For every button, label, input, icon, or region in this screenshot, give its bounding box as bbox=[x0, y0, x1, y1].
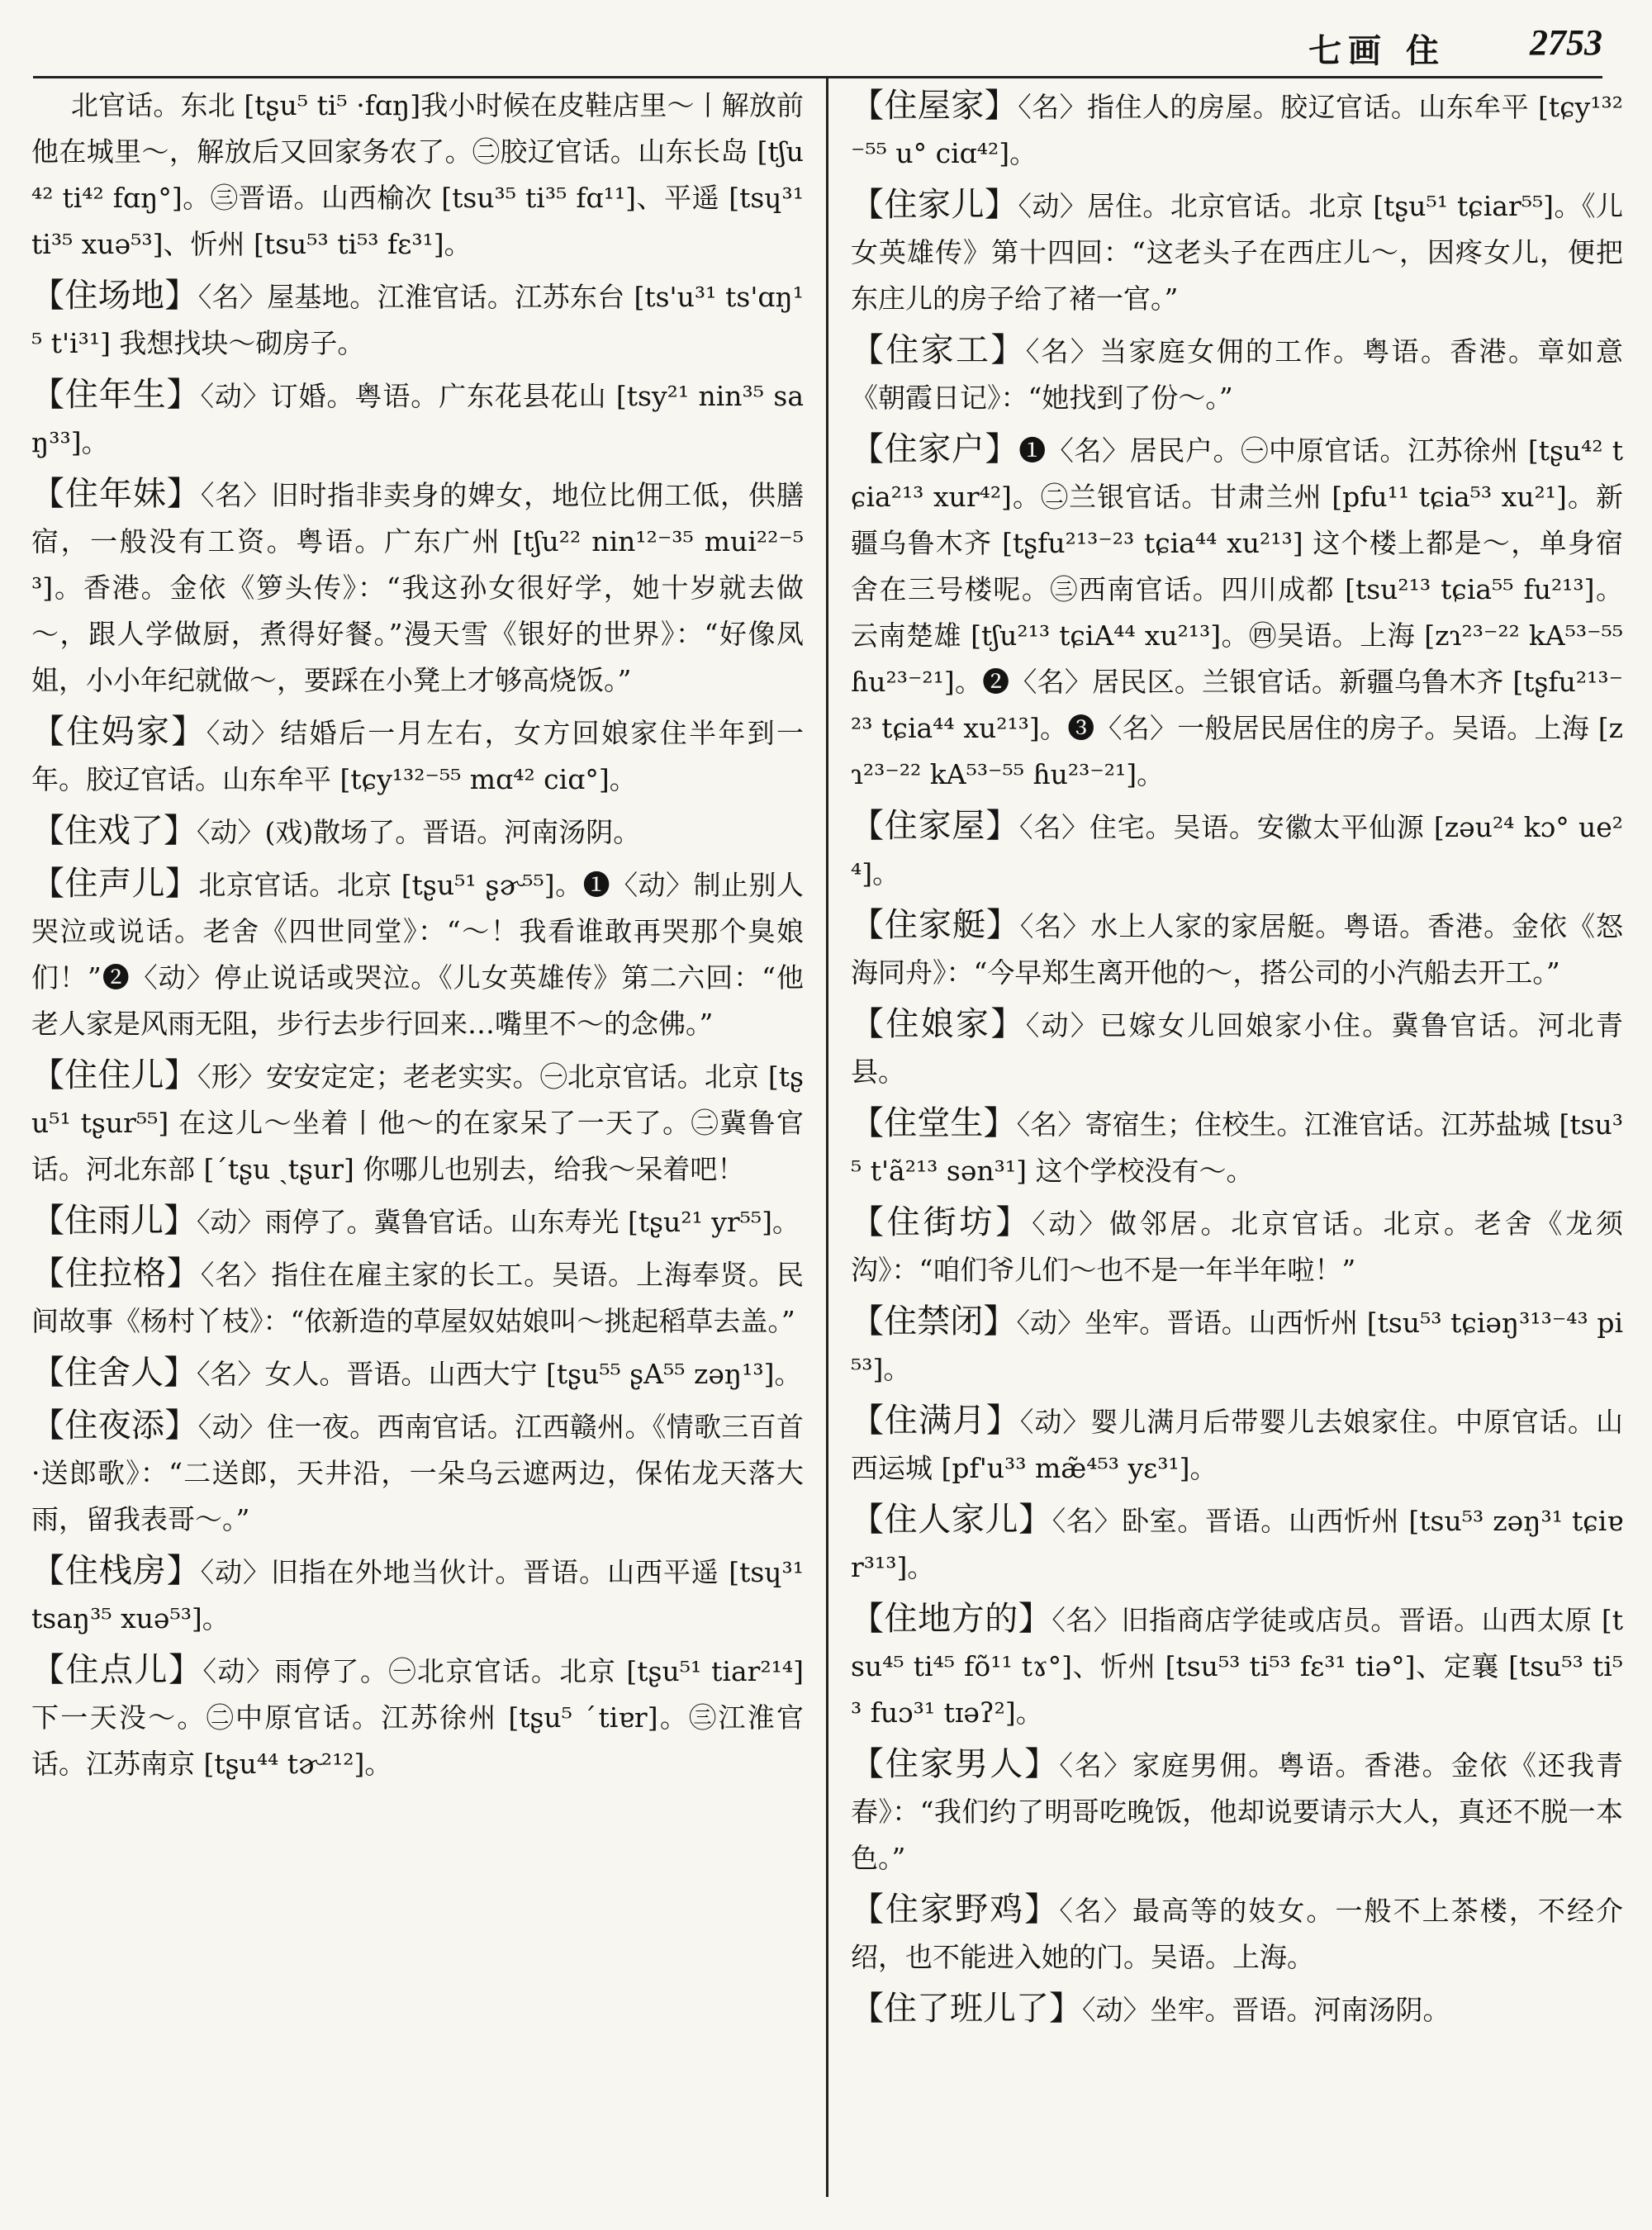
dictionary-entry bbox=[851, 1100, 1623, 1194]
entry-definition: 〈动〉坐牢。晋语。山西忻州 [tsu⁵³ tɕiəŋ³¹³⁻⁴³ pi⁵³]。 bbox=[851, 1307, 1623, 1385]
entry-headword: 【住家工】 bbox=[851, 331, 1026, 369]
entry-definition: 〈名〉旧指商店学徒或店员。晋语。山西太原 [tsu⁴⁵ ti⁴⁵ fõ¹¹ tɤ°]、忻州 [tsu⁵³ ti⁵³ fɛ³¹ tiə°]、定襄 [tsu⁵³ ti⁵³ fuɔ³¹ tɪəʔ²]。 bbox=[851, 1604, 1623, 1729]
dictionary-entry bbox=[851, 803, 1623, 897]
header-rule bbox=[33, 76, 1602, 78]
dictionary-entry bbox=[31, 471, 804, 704]
page-header bbox=[33, 21, 1602, 73]
entry-headword: 【住住儿】 bbox=[31, 1056, 197, 1094]
entry-headword: 【住雨儿】 bbox=[31, 1202, 197, 1240]
entry-definition: 〈形〉安安定定；老老实实。㊀北京官话。北京 [tʂu⁵¹ tʂur⁵⁵] 在这儿～坐着丨他～的在家呆了一天了。㊁冀鲁官话。河北东部 [ˊtʂu ˏtʂur] 你哪儿也别去，给我～呆着吧！ bbox=[31, 1060, 804, 1185]
entry-headword: 【住地方的】 bbox=[851, 1600, 1052, 1638]
entry-definition: 〈动〉坐牢。晋语。河南汤阴。 bbox=[1082, 1994, 1450, 2026]
entry-definition: 〈动〉住一夜。西南官话。江西赣州。《情歌三百首·送郎歌》：“二送郎，天井沿，一朵乌云遮两边，保佑龙天落大雨，留我表哥～。” bbox=[31, 1411, 804, 1535]
entry-definition: 〈名〉指住人的房屋。胶辽官话。山东牟平 [tɕy¹³²⁻⁵⁵ u° ciɑ⁴²]。 bbox=[851, 91, 1623, 169]
entry-definition: 〈名〉屋基地。江淮官话。江苏东台 [ts'u³¹ ts'ɑŋ¹⁵ t'i³¹] 我想找块～砌房子。 bbox=[31, 281, 804, 359]
dictionary-entry bbox=[851, 182, 1623, 322]
dictionary-entry bbox=[851, 902, 1623, 996]
left-column bbox=[31, 83, 804, 2205]
dictionary-entry bbox=[851, 1397, 1623, 1492]
entry-headword: 【住戏了】 bbox=[31, 812, 197, 850]
dictionary-entry bbox=[31, 1198, 804, 1245]
entry-definition: 〈动〉旧指在外地当伙计。晋语。山西平遥 [tsɥ³¹ tsaŋ³⁵ xuə⁵³]。 bbox=[31, 1556, 804, 1635]
entry-definition: 〈名〉最高等的妓女。一般不上茶楼，不经介绍，也不能进入她的门。吴语。上海。 bbox=[851, 1895, 1623, 1973]
dictionary-entry bbox=[31, 861, 804, 1047]
entry-headword: 【住年妹】 bbox=[31, 475, 201, 513]
dictionary-entry bbox=[851, 1199, 1623, 1293]
dictionary-entry bbox=[31, 273, 804, 367]
entry-headword: 【住家屋】 bbox=[851, 807, 1020, 845]
entry-definition: 北官话。东北 [tʂu⁵ ti⁵ ·fɑŋ]我小时候在皮鞋店里～丨解放前他在城里～，解放后又回家务农了。㊁胶辽官话。山东长岛 [tʃu⁴² ti⁴² fɑŋ°]。㊂晋语。山西榆次 [tsu³⁵ ti³⁵ fɑ¹¹]、平遥 [tsɥ³¹ ti³⁵ xuə⁵³]、忻州 [tsu⁵³ ti⁵³ fɛ³¹]。 bbox=[31, 89, 804, 260]
entry-definition: 〈动〉雨停了。㊀北京官话。北京 [tʂu⁵¹ tiar²¹⁴] 下一天没～。㊁中原官话。江苏徐州 [tʂu⁵ ˊtiɐr]。㊂江淮官话。江苏南京 [tʂu⁴⁴ tɚ²¹²]。 bbox=[31, 1655, 804, 1780]
entry-headword: 【住屋家】 bbox=[851, 87, 1018, 125]
entry-definition: 〈名〉卧室。晋语。山西忻州 [tsu⁵³ zəŋ³¹ tɕiɐr³¹³]。 bbox=[851, 1505, 1623, 1583]
entry-definition: 〈名〉女人。晋语。山西大宁 [tʂu⁵⁵ ʂA⁵⁵ zəŋ¹³]。 bbox=[197, 1358, 802, 1390]
dictionary-entry bbox=[851, 1741, 1623, 1881]
entry-headword: 【住人家儿】 bbox=[851, 1501, 1052, 1539]
dictionary-entry bbox=[851, 1986, 1623, 2033]
entry-definition: 〈动〉(戏)散场了。晋语。河南汤阴。 bbox=[197, 816, 641, 848]
dictionary-entry bbox=[31, 372, 804, 466]
entry-headword: 【住娘家】 bbox=[851, 1005, 1026, 1043]
entry-definition: 〈名〉住宅。吴语。安徽太平仙源 [zəu²⁴ kɔ° ue²⁴]。 bbox=[851, 811, 1623, 890]
entry-definition: ❶〈名〉居民户。㊀中原官话。江苏徐州 [tʂu⁴² tɕia²¹³ xur⁴²]。㊁兰银官话。甘肃兰州 [pfu¹¹ tɕia⁵³ xu²¹]。新疆乌鲁木齐 [tʂfu²¹³⁻²³ tɕia⁴⁴ xu²¹³] 这个楼上都是～，单身宿舍在三号楼呢。㊂西南官话。四川成都 [tsu²¹³ tɕia⁵⁵ fu²¹³]。云南楚雄 [tʃu²¹³ tɕiA⁴⁴ xu²¹³]。㊃吴语。上海 [zɿ²³⁻²² kA⁵³⁻⁵⁵ ɦu²³⁻²¹]。❷〈名〉居民区。兰银官话。新疆乌鲁木齐 [tʂfu²¹³⁻²³ tɕia⁴⁴ xu²¹³]。❸〈名〉一般居民居住的房子。吴语。上海 [zɿ²³⁻²² kA⁵³⁻⁵⁵ ɦu²³⁻²¹]。 bbox=[851, 434, 1623, 790]
entry-definition: 〈动〉订婚。粤语。广东花县花山 [tsy²¹ nin³⁵ saŋ³³]。 bbox=[31, 380, 804, 458]
entry-headword: 【住家艇】 bbox=[851, 906, 1020, 944]
dictionary-entry bbox=[851, 1596, 1623, 1736]
entry-definition: 〈名〉旧时指非卖身的婢女，地位比佣工低，供膳宿，一般没有工资。粤语。广东广州 [tʃu²² nin¹²⁻³⁵ mui²²⁻⁵³]。香港。金依《箩头传》：“我这孙女很好学，她十岁就去做～，跟人学做厨，煮得好餐。”漫天雪《银好的世界》：“好像凤姐，小小年纪就做～，要踩在小凳上才够高烧饭。” bbox=[31, 479, 804, 696]
dictionary-entry bbox=[851, 1497, 1623, 1591]
dictionary-entry bbox=[31, 1402, 804, 1543]
entry-definition: 〈名〉家庭男佣。粤语。香港。金依《还我青春》：“我们约了明哥吃晚饭，他却说要请示大人，真还不脱一本色。” bbox=[851, 1749, 1623, 1874]
entry-headword: 【住堂生】 bbox=[851, 1104, 1017, 1142]
dictionary-entry bbox=[31, 1548, 804, 1642]
entry-definition: 北京官话。北京 [tʂu⁵¹ ʂɚ⁵⁵]。❶〈动〉制止别人哭泣或说话。老舍《四世同堂》：“～！我看谁敢再哭那个臭娘们！”❷〈动〉停止说话或哭泣。《儿女英雄传》第二六回：“他老人家是风雨无阻，步行去步行回来…嘴里不～的念佛。” bbox=[31, 869, 804, 1040]
dictionary-entry bbox=[31, 1250, 804, 1345]
entry-headword: 【住家男人】 bbox=[851, 1745, 1060, 1783]
entry-headword: 【住妈家】 bbox=[31, 713, 206, 751]
dictionary-entry bbox=[31, 1350, 804, 1397]
entry-definition: 〈动〉结婚后一月左右，女方回娘家住半年到一年。胶辽官话。山东牟平 [tɕy¹³²⁻⁵⁵ mɑ⁴² ciɑ°]。 bbox=[31, 717, 804, 795]
dictionary-entry bbox=[851, 1001, 1623, 1095]
entry-headword: 【住场地】 bbox=[31, 277, 198, 315]
entry-definition: 〈动〉已嫁女儿回娘家小住。冀鲁官话。河北青县。 bbox=[851, 1009, 1623, 1088]
entry-headword: 【住了班儿了】 bbox=[851, 1990, 1082, 2028]
entry-headword: 【住家儿】 bbox=[851, 186, 1018, 224]
column-divider bbox=[826, 76, 828, 2197]
entry-headword: 【住拉格】 bbox=[31, 1255, 201, 1293]
right-column bbox=[851, 83, 1623, 2205]
entry-headword: 【住禁闭】 bbox=[851, 1302, 1017, 1340]
entry-definition: 〈名〉指住在雇主家的长工。吴语。上海奉贤。民间故事《杨村丫枝》：“依新造的草屋奴姑娘叫～挑起稻草去盖。” bbox=[31, 1259, 804, 1337]
dictionary-entry bbox=[851, 426, 1623, 798]
dictionary-entry bbox=[851, 1298, 1623, 1393]
running-head-title: 七画 住 bbox=[1308, 31, 1446, 70]
entry-definition: 〈名〉水上人家的家居艇。粤语。香港。金依《怒海同舟》：“今早郑生离开他的～，搭公司的小汽船去开工。” bbox=[851, 910, 1623, 989]
dictionary-entry bbox=[851, 1886, 1623, 1981]
entry-headword: 【住栈房】 bbox=[31, 1552, 201, 1590]
entry-definition: 〈动〉做邻居。北京官话。北京。老舍《龙须沟》：“咱们爷儿们～也不是一年半年啦！” bbox=[851, 1208, 1623, 1286]
entry-definition: 〈动〉婴儿满月后带婴儿去娘家住。中原官话。山西运城 [pf'u³³ mæ̃⁴⁵³ yɛ³¹]。 bbox=[851, 1406, 1623, 1484]
dictionary-entry bbox=[31, 709, 804, 803]
dictionary-entry bbox=[31, 808, 804, 856]
dictionary-entry bbox=[31, 83, 804, 268]
entry-headword: 【住声儿】 bbox=[31, 865, 199, 903]
entry-headword: 【住舍人】 bbox=[31, 1354, 197, 1392]
entry-headword: 【住街坊】 bbox=[851, 1203, 1032, 1241]
entry-headword: 【住满月】 bbox=[851, 1402, 1020, 1440]
dictionary-entry bbox=[31, 1052, 804, 1193]
entry-definition: 〈动〉雨停了。冀鲁官话。山东寿光 [tʂu²¹ yr⁵⁵]。 bbox=[197, 1206, 800, 1238]
entry-headword: 【住家户】 bbox=[851, 430, 1019, 468]
entry-headword: 【住年生】 bbox=[31, 376, 201, 414]
entry-definition: 〈名〉寄宿生；住校生。江淮官话。江苏盐城 [tsu³⁵ t'ã²¹³ sən³¹] 这个学校没有～。 bbox=[851, 1108, 1623, 1187]
entry-headword: 【住点儿】 bbox=[31, 1651, 203, 1689]
entry-headword: 【住夜添】 bbox=[31, 1407, 198, 1445]
entry-definition: 〈动〉居住。北京官话。北京 [tʂu⁵¹ tɕiar⁵⁵]。《儿女英雄传》第十四回：“这老头子在西庄儿～，因疼女儿，便把东庄儿的房子给了褚一官。” bbox=[851, 190, 1623, 315]
entry-definition: 〈名〉当家庭女佣的工作。粤语。香港。章如意《朝霞日记》：“她找到了份～。” bbox=[851, 335, 1623, 414]
page-number: 2753 bbox=[1530, 22, 1602, 63]
dictionary-entry bbox=[31, 1647, 804, 1787]
dictionary-entry bbox=[851, 327, 1623, 421]
entry-headword: 【住家野鸡】 bbox=[851, 1891, 1060, 1929]
dictionary-entry bbox=[851, 83, 1623, 177]
